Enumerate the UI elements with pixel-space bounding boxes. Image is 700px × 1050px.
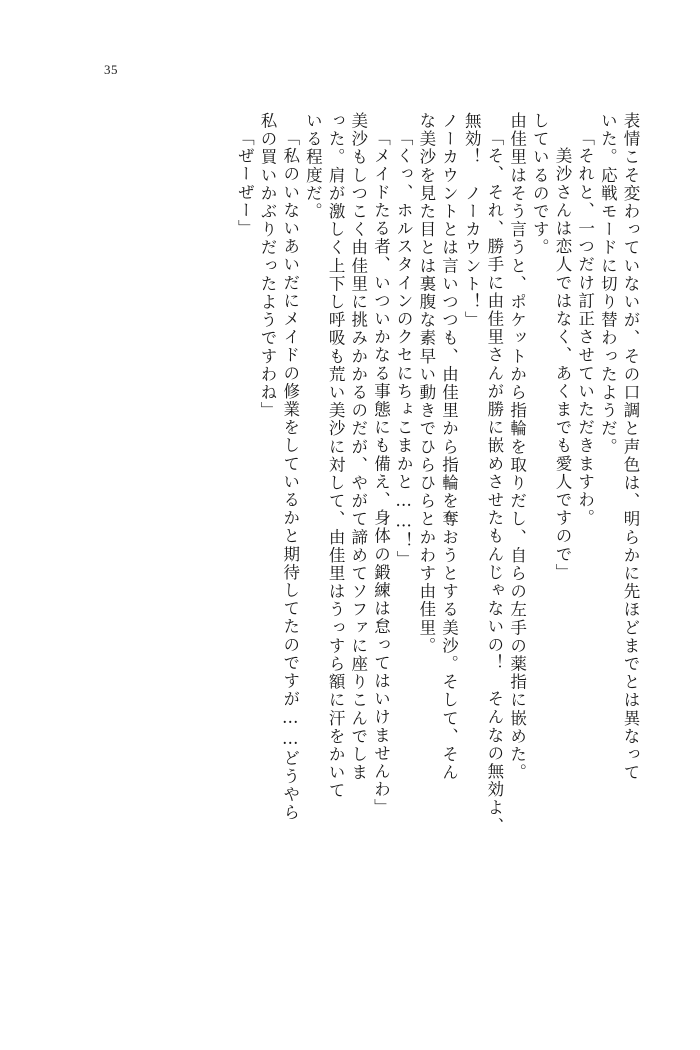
text-column: 「くっ、ホルスタインのクセにちょこまかと……！」 [394,129,414,569]
text-column: 無効！ ノーカウント！」 [462,112,482,330]
text-column: 「ぜーぜー」 [235,129,255,238]
text-column: いる程度だ。 [303,112,323,221]
text-column: 由佳里はそう言うと、ポケットから指輪を取りだし、自らの左手の薬指に嵌めた。 [507,112,527,782]
page-number: 35 [104,62,118,77]
vertical-text-block [64,112,638,1002]
text-column: 「私のいないあいだにメイドの修業をしているかと期待してたのですが……どうやら [280,129,300,822]
text-column: 「メイドたる者、いついかなる事態にも備え、身体の鍛練は怠ってはいけませんわ」 [371,129,391,817]
text-column: しているのです。 [530,112,550,257]
text-column: いた。応戦モードに切り替わったようだ。 [598,112,618,456]
text-column: 美沙さんは恋人ではなく、あくまでも愛人ですので」 [552,129,572,582]
text-column: った。肩が激しく上下し呼吸も荒い美沙に対して、由佳里はうっすら額に汗をかいて [326,112,346,800]
text-column: 私の買いかぶりだったようですわね」 [258,112,277,420]
text-column: 表情こそ変わっていないが、その口調と声色は、明らかに先ほどまでとは異なって [621,112,640,782]
text-column: 「それと、一つだけ訂正させていただきますわ。 [575,129,595,528]
text-column: ノーカウントとは言いつつも、由佳里から指輪を奪おうとする美沙。そして、そん [439,112,459,782]
text-column: 「そ、それ、勝手に由佳里さんが勝に嵌めさせたもんじゃないの！ そんなの無効よ、 [484,129,504,835]
text-column: な美沙を見た目とは裏腹な素早い動きでひらひらとかわす由佳里。 [416,112,436,655]
text-column: 美沙もしつこく由佳里に挑みかかるのだが、やがて諦めてソファに座りこんでしま [348,112,368,782]
